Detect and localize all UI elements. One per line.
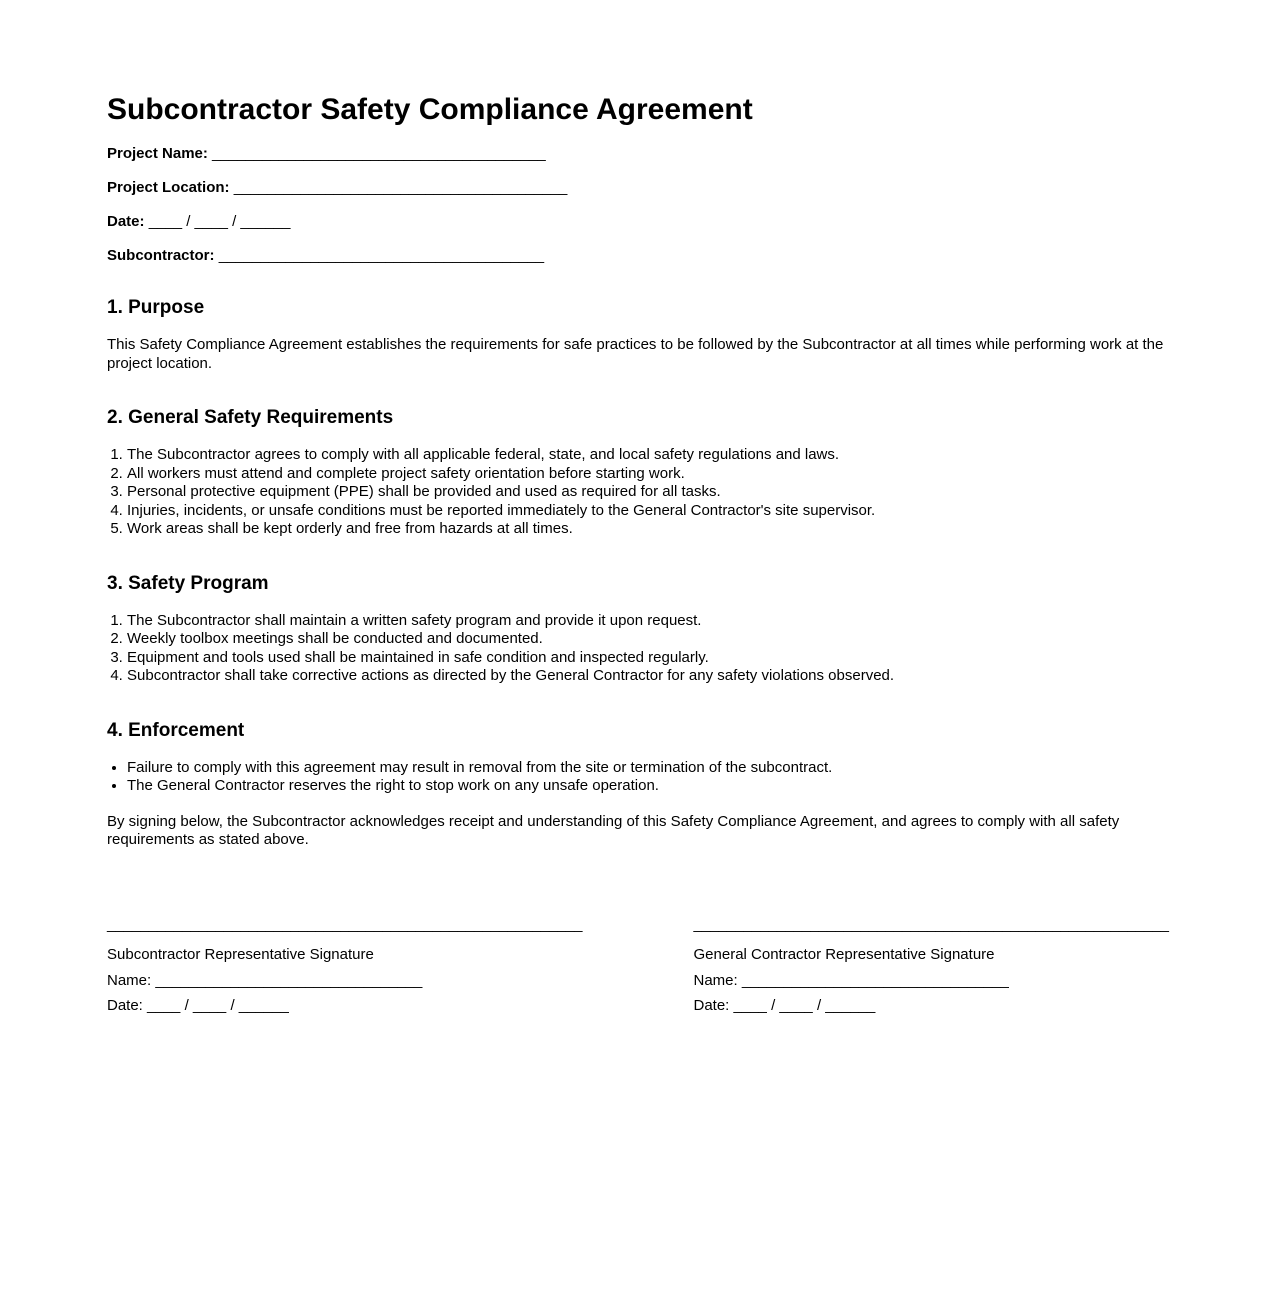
date-label: Date: (107, 997, 143, 1014)
signature-date-field (694, 997, 1171, 1016)
section-heading-general-safety: 2. General Safety Requirements (107, 407, 394, 428)
field-project-location (107, 180, 1170, 195)
project-location-label: Project Location: (107, 179, 230, 196)
signature-line: _________________________________________________________ (107, 915, 583, 933)
closing-paragraph: By signing below, the Subcontractor acknowledges receipt and understanding of this Safety Compliance Agreement, and agrees to comply with all safety requirements as stated above. (107, 812, 1120, 848)
project-location-blank-line: ________________________________________ (233, 179, 568, 196)
list-item: 3. Equipment and tools used shall be maintained in safe condition and inspected regularly. (127, 649, 1170, 668)
date-blank-line: ____ / ____ / ______ (148, 213, 291, 230)
name-label: Name: (107, 971, 152, 989)
signature-name-field (694, 972, 1171, 991)
signature-date-field (107, 997, 584, 1016)
project-name-label: Project Name: (107, 145, 208, 162)
purpose-paragraph: This Safety Compliance Agreement establishes the requirements for safe practices to be followed by the Subcontractor at all times while performing work at the project location. (107, 336, 1164, 372)
name-label: Name: (693, 971, 738, 989)
name-blank-line: ________________________________ (741, 971, 1009, 989)
field-subcontractor (107, 248, 1170, 263)
section-heading-safety-program: 3. Safety Program (107, 572, 269, 594)
list-item: 1. The Subcontractor agrees to comply with all applicable federal, state, and local safety regulations and laws. (127, 446, 1170, 465)
list-item: • The General Contractor reserves the right to stop work on any unsafe operation. (127, 777, 1170, 796)
general-contractor-signature-block (694, 916, 1171, 1023)
safety-program-list (107, 612, 1170, 686)
signature-line: _________________________________________________________ (693, 915, 1170, 933)
signature-role-label: Subcontractor Representative Signature (107, 946, 374, 963)
list-item: • Failure to comply with this agreement may result in removal from the site or termination of the subcontract. (127, 759, 1170, 778)
field-project-name (107, 146, 1170, 161)
date-blank-line: ____ / ____ / ______ (147, 997, 289, 1014)
project-name-blank-line: ________________________________________ (212, 145, 546, 162)
list-item: 4. Injuries, incidents, or unsafe conditions must be reported immediately to the General Contractor's site supervisor. (127, 502, 1170, 521)
subcontractor-blank-line: _______________________________________ (218, 247, 545, 264)
subcontractor-signature-block (107, 916, 584, 1023)
date-blank-line: ____ / ____ / ______ (733, 997, 876, 1014)
list-item: 2. Weekly toolbox meetings shall be conducted and documented. (127, 630, 1170, 649)
general-safety-list (107, 446, 1170, 539)
subcontractor-label: Subcontractor: (107, 247, 215, 264)
section-heading-enforcement: 4. Enforcement (107, 719, 245, 741)
list-item: 4. Subcontractor shall take corrective actions as directed by the General Contractor for any safety violations observed. (127, 667, 1170, 686)
section-heading-purpose: 1. Purpose (107, 297, 205, 318)
date-label: Date: (107, 213, 145, 230)
enforcement-list (107, 759, 1170, 796)
list-item: 1. The Subcontractor shall maintain a written safety program and provide it upon request. (127, 612, 1170, 631)
list-item: 3. Personal protective equipment (PPE) shall be provided and used as required for all tasks. (127, 483, 1170, 502)
signature-section (107, 916, 1170, 1023)
list-item: 2. All workers must attend and complete project safety orientation before starting work. (127, 465, 1170, 484)
name-blank-line: ________________________________ (155, 971, 423, 989)
date-label: Date: (693, 997, 730, 1014)
document-title: Subcontractor Safety Compliance Agreement (107, 93, 753, 126)
signature-name-field (107, 972, 584, 991)
field-date (107, 214, 1170, 229)
signature-role-label: General Contractor Representative Signature (693, 946, 995, 963)
list-item: 5. Work areas shall be kept orderly and free from hazards at all times. (127, 520, 1170, 539)
